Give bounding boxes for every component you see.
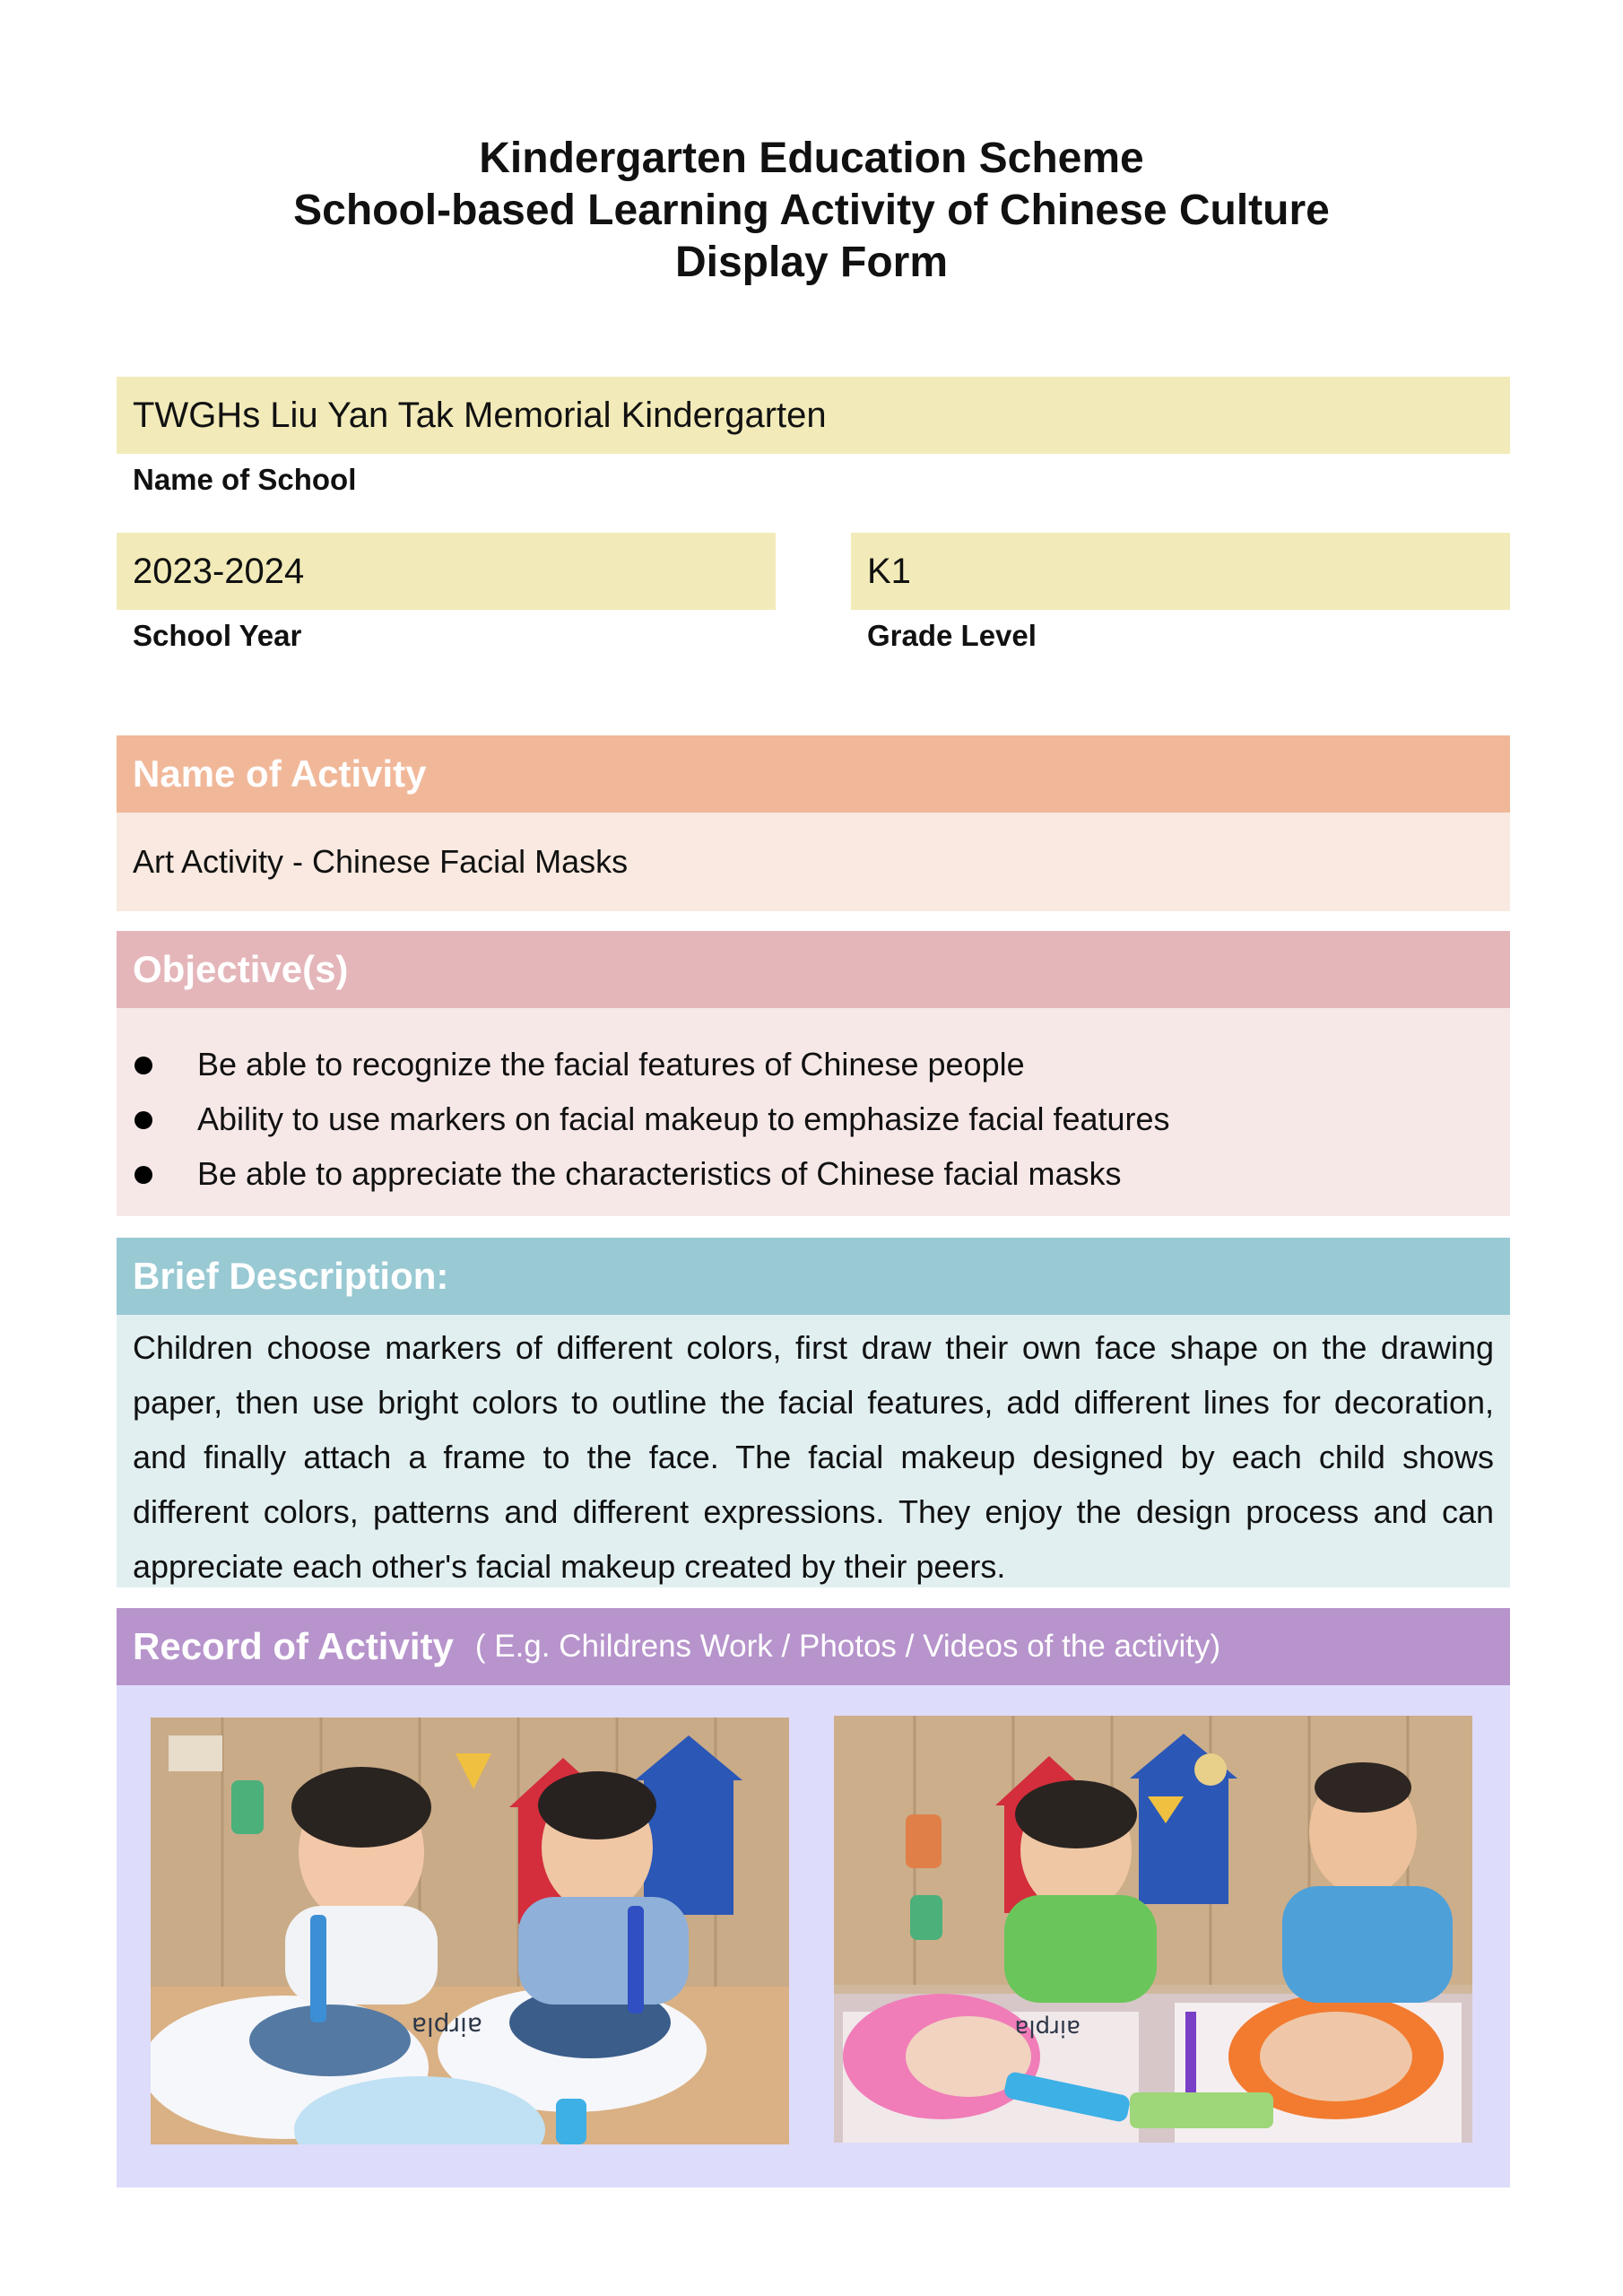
title-line-2: School-based Learning Activity of Chinese Culture [293, 187, 1330, 234]
objective-text: Ability to use markers on facial makeup to emphasize facial features [197, 1100, 1170, 1137]
objectives-heading: Objective(s) [133, 948, 349, 990]
objective-text: Be able to recognize the facial features of Chinese people [197, 1046, 1025, 1083]
activity-photo-2 [834, 1716, 1472, 2143]
title-line-1: Kindergarten Education Scheme [479, 135, 1144, 182]
page-title [0, 133, 1623, 289]
school-name-value: TWGHs Liu Yan Tak Memorial Kindergarten [133, 395, 827, 435]
title-line-3: Display Form [674, 239, 949, 286]
objectives-list [117, 1037, 1510, 1201]
objectives-header [117, 931, 1510, 1008]
photo-2-illustration [834, 1716, 1472, 2143]
record-subheading: ( E.g. Childrens Work / Photos / Videos of the activity) [474, 1629, 1221, 1664]
school-name-label: Name of School [133, 463, 357, 496]
activity-heading: Name of Activity [133, 752, 427, 795]
list-item [117, 1091, 1510, 1146]
grade-level-label: Grade Level [867, 619, 1037, 652]
bullet-icon [135, 1111, 152, 1129]
activity-photo-1 [151, 1718, 789, 2144]
school-year-value: 2023-2024 [133, 551, 305, 591]
mask-paper-text: airpla [1014, 2014, 1081, 2041]
description-header [117, 1238, 1510, 1315]
list-item [117, 1037, 1510, 1091]
photo-1-illustration [151, 1718, 789, 2144]
bullet-icon [135, 1166, 152, 1184]
record-header [117, 1608, 1510, 1685]
grade-level-value: K1 [867, 551, 911, 591]
bullet-icon [135, 1057, 152, 1074]
school-name-field [117, 377, 1510, 454]
activity-value: Art Activity - Chinese Facial Masks [133, 843, 629, 880]
list-item [117, 1146, 1510, 1201]
description-panel [117, 1315, 1510, 1587]
activity-panel [117, 813, 1510, 911]
mask-paper-text: airpla [411, 2012, 482, 2041]
description-text: Children choose markers of different colors, first draw their own face shape on the drawing paper, then use bright colors to outline the facial features, add different lines for decoration, and finally attach a frame to the face. The facial makeup designed by each child shows different colors, patterns and different expressions. They enjoy the design process and can appreciate each other's facial makeup created by their peers. [133, 1329, 1494, 1585]
school-year-label: School Year [133, 619, 302, 652]
grade-level-field [851, 533, 1510, 610]
objective-text: Be able to appreciate the characteristics of Chinese facial masks [197, 1155, 1122, 1192]
objectives-panel [117, 1008, 1510, 1216]
activity-header [117, 735, 1510, 813]
record-heading: Record of Activity [133, 1625, 454, 1667]
school-year-field [117, 533, 776, 610]
description-heading: Brief Description: [133, 1255, 449, 1297]
